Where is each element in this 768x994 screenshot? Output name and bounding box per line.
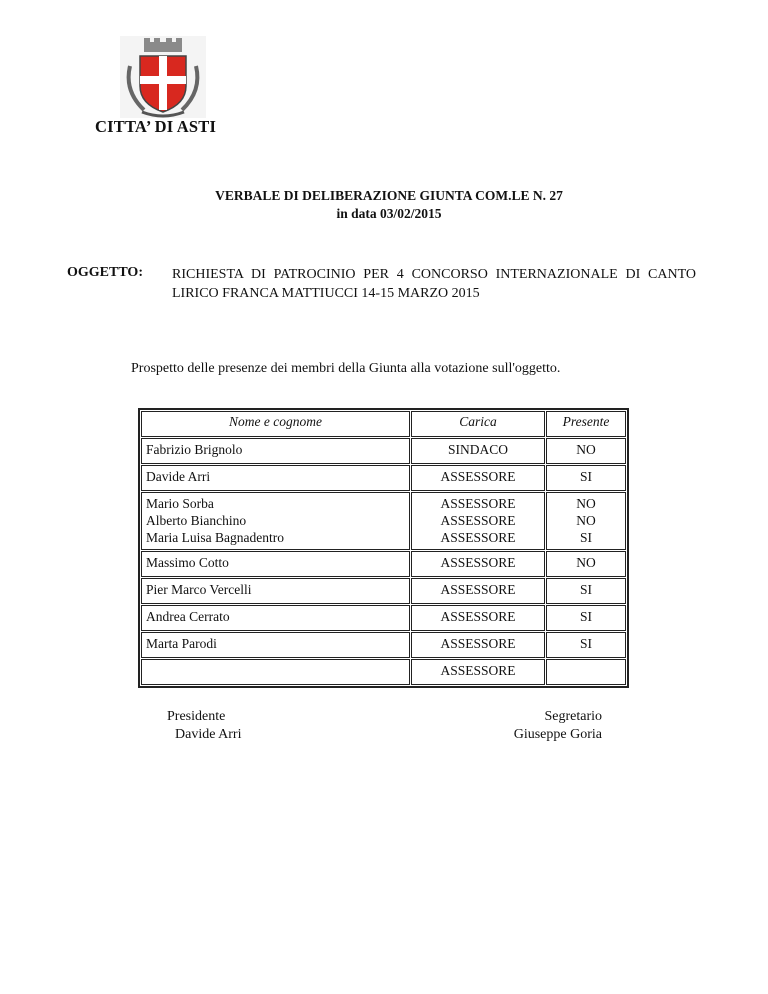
member-role: ASSESSORE <box>411 551 545 577</box>
member-role: ASSESSORE <box>411 659 545 685</box>
secretary-name: Giuseppe Goria <box>513 727 602 742</box>
heading-line-2: in data 03/02/2015 <box>336 206 442 221</box>
member-role: ASSESSORE <box>440 496 516 511</box>
table-row <box>141 632 626 658</box>
member-role: ASSESSORE <box>440 530 516 545</box>
secretary-signature <box>495 708 602 744</box>
table-row <box>141 465 626 491</box>
table-row <box>141 551 626 577</box>
member-name: Mario Sorba <box>146 496 214 511</box>
table-row <box>141 605 626 631</box>
president-signature <box>167 708 241 744</box>
member-role: ASSESSORE <box>440 513 516 528</box>
city-name: CITTA’ DI ASTI <box>95 117 217 136</box>
table-header-row <box>141 411 626 437</box>
member-present: SI <box>546 605 626 631</box>
document-heading <box>0 187 768 223</box>
table-row <box>141 438 626 464</box>
city-crest-logo <box>120 36 206 118</box>
member-present: NO <box>576 496 596 511</box>
member-name <box>141 659 410 685</box>
member-name: Massimo Cotto <box>141 551 410 577</box>
member-present: SI <box>546 632 626 658</box>
member-present: SI <box>546 465 626 491</box>
member-name: Marta Parodi <box>141 632 410 658</box>
subject-text: RICHIESTA DI PATROCINIO PER 4 CONCORSO INTERNAZIONALE DI CANTO LIRICO FRANCA MATTIUCCI 14-15 MARZO 2015 <box>172 267 696 301</box>
member-present: NO <box>546 438 626 464</box>
secretary-title: Segretario <box>544 709 602 724</box>
member-present: NO <box>576 513 596 528</box>
member-name-group <box>141 492 410 550</box>
member-role: SINDACO <box>411 438 545 464</box>
member-name: Andrea Cerrato <box>141 605 410 631</box>
member-role-group <box>411 492 545 550</box>
member-name: Maria Luisa Bagnadentro <box>146 530 284 545</box>
president-title: Presidente <box>167 709 226 724</box>
member-name: Davide Arri <box>141 465 410 491</box>
table-row <box>141 659 626 685</box>
member-present: NO <box>546 551 626 577</box>
member-present-group <box>546 492 626 550</box>
member-role: ASSESSORE <box>411 465 545 491</box>
member-role: ASSESSORE <box>411 605 545 631</box>
intro-text: Prospetto delle presenze dei membri della Giunta alla votazione sull'oggetto. <box>131 361 561 376</box>
member-name: Alberto Bianchino <box>146 513 247 528</box>
president-name: Davide Arri <box>175 727 242 742</box>
attendance-table <box>138 408 629 688</box>
table-row <box>141 492 626 550</box>
subject-label: OGGETTO: <box>67 265 143 280</box>
table-row <box>141 578 626 604</box>
member-present: SI <box>579 530 592 545</box>
member-role: ASSESSORE <box>411 632 545 658</box>
header-present: Presente <box>546 411 626 437</box>
member-name: Fabrizio Brignolo <box>141 438 410 464</box>
header-role: Carica <box>411 411 545 437</box>
member-name: Pier Marco Vercelli <box>141 578 410 604</box>
member-role: ASSESSORE <box>411 578 545 604</box>
member-present: SI <box>546 578 626 604</box>
heading-line-1: VERBALE DI DELIBERAZIONE GIUNTA COM.LE N. 27 <box>215 188 563 203</box>
member-present <box>546 659 626 685</box>
header-name: Nome e cognome <box>141 411 410 437</box>
